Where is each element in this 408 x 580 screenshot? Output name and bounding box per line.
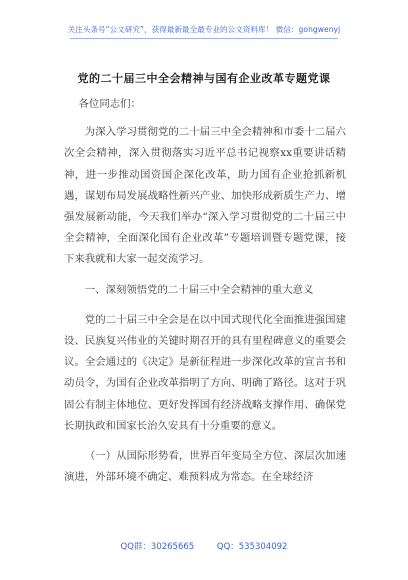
paragraph-intro: 为深入学习贯彻党的二十届三中全会精神和市委十二届六次全会精神，深入贯彻落实习近平总书记视察xx重要讲话精神，进一步推动国资国企深化改革，助力国有企业抢抓新机遇，谋划布局发展战略性新兴产业、加快形成新质生产力、增强发展新动能，今天我们举办“深入学习贯彻党的二十届三中全会精神，全面深化国有企业改革”专题培训暨专题党课，接下来我就和大家一起交流学习。 <box>64 126 346 266</box>
footer-contact <box>0 540 408 552</box>
header-divider <box>70 38 338 39</box>
document-body <box>64 94 346 497</box>
header-banner: 关注头条号“公文研究”，获得最新最全最专业的公文资料库！ 微信：gongwenyj <box>67 25 341 34</box>
document-title: 党的二十届三中全会精神与国有企业改革专题党课 <box>77 72 331 85</box>
salutation: 各位同志们： <box>78 98 141 110</box>
footer-qq: QQ：535304092 <box>216 542 288 552</box>
paragraph-international: （一）从国际形势看，世界百年变局全方位、深层次加速演进，外部环境不确定、难预料成为常态。在全球经济 <box>64 450 346 484</box>
paragraph-significance: 党的二十届三中全会是在以中国式现代化全面推进强国建设、民族复兴伟业的关键时期召开的具有里程碑意义的重要会议。全会通过的《决定》是新征程进一步深化改革的宣言书和动员令，为国有企业改革指明了方向、明确了路径。这对于巩固公有制主体地位、更好发挥国有经济战略支撑作用、确保党长期执政和国家长治久安具有十分重要的意义。 <box>64 313 346 432</box>
section-heading-1: 一、深刻领悟党的二十届三中全会精神的重大意义 <box>84 283 314 296</box>
footer-qq-group: QQ群：30265665 <box>120 542 195 552</box>
